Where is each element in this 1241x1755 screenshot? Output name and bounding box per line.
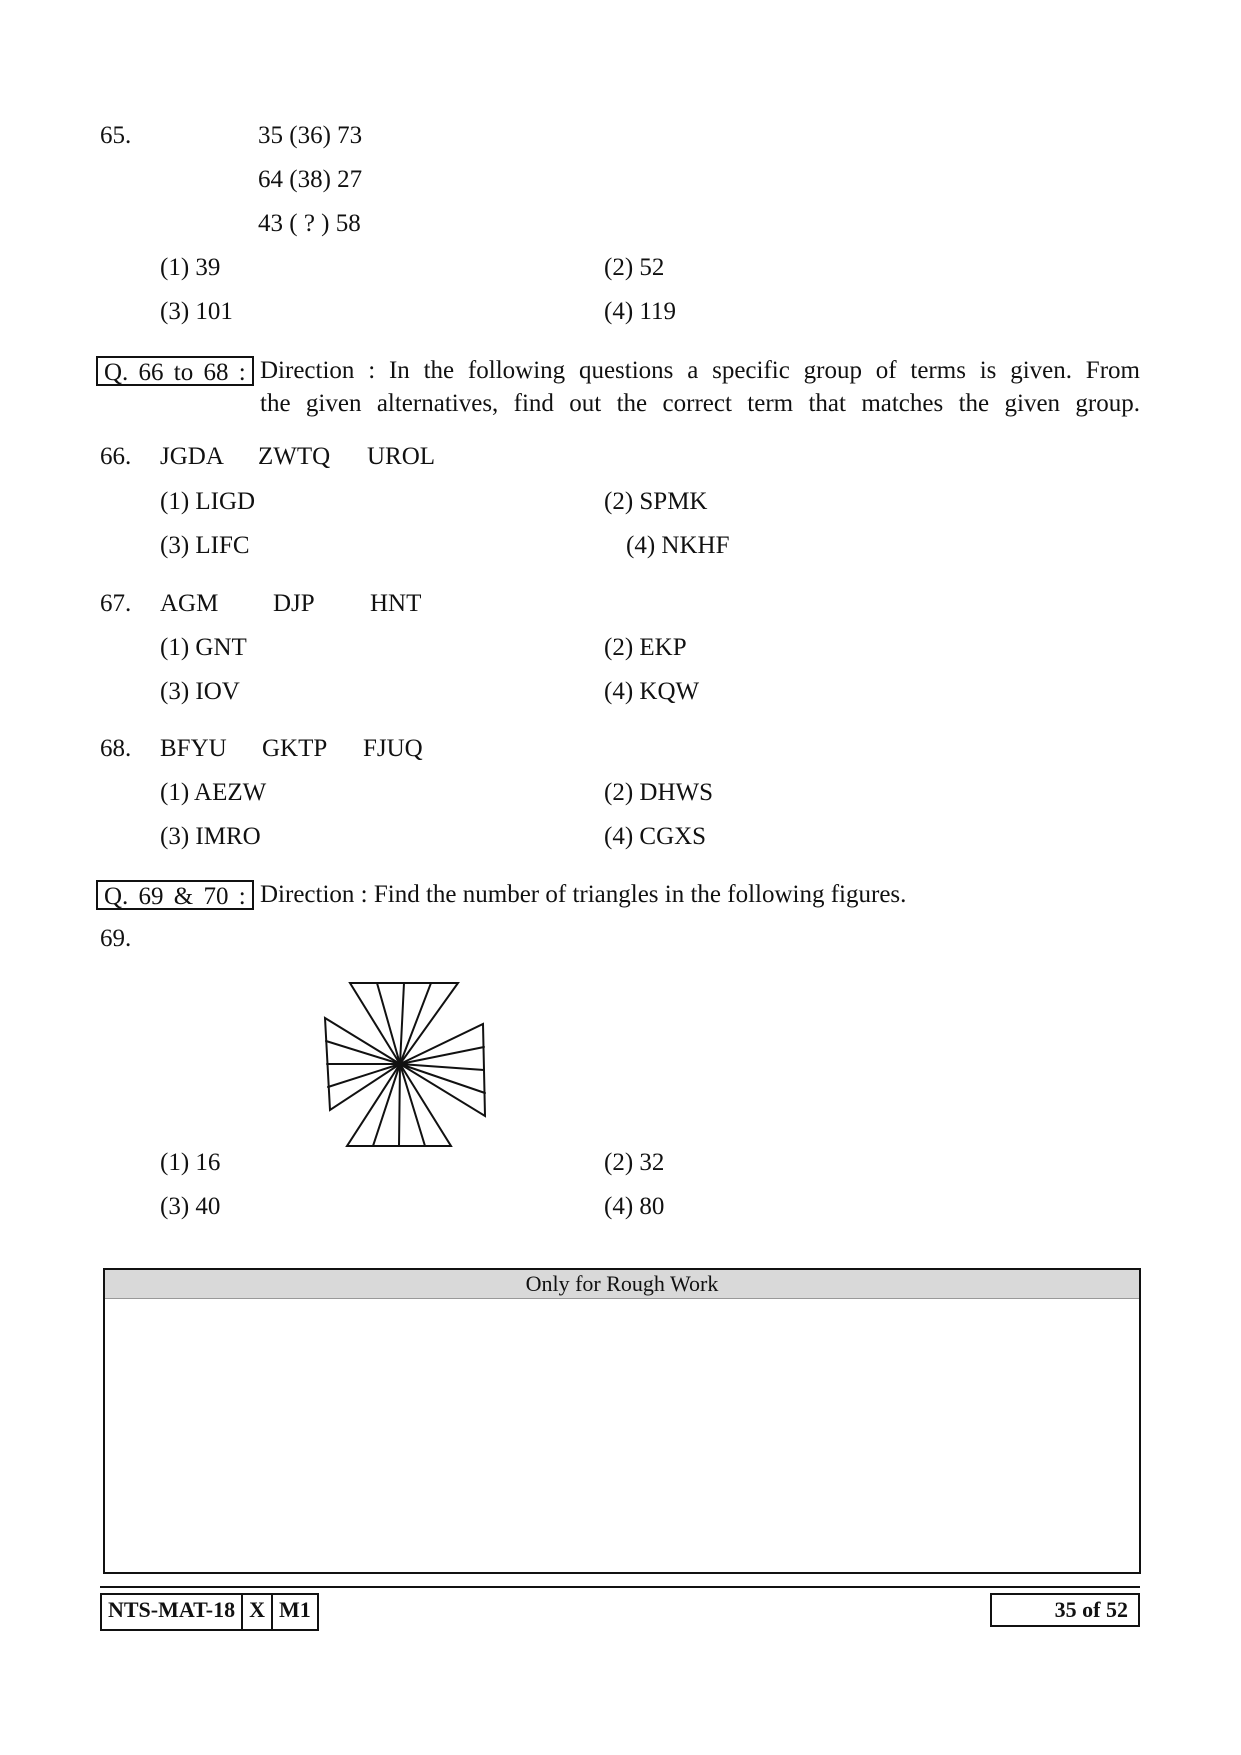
q65-row-2: 64 (38) 27 (258, 166, 363, 193)
q66-option-2: (2) SPMK (604, 488, 708, 515)
q66-option-1: (1) LIGD (160, 488, 256, 515)
q67-term-3: HNT (370, 590, 422, 617)
paper-version: M1 (279, 1597, 311, 1622)
q69-option-3: (3) 40 (160, 1193, 221, 1220)
q66-option-3: (3) LIFC (160, 532, 250, 559)
paper-code: NTS-MAT-18 (102, 1595, 243, 1629)
q67-option-1: (1) GNT (160, 634, 247, 661)
direction-line-1: Direction : In the following questions a specific group of terms is given. From (260, 357, 1140, 384)
q65-option-3: (3) 101 (160, 298, 233, 325)
q67-option-3: (3) IOV (160, 678, 240, 705)
paper-code-box (100, 1593, 319, 1631)
radial-triangles-figure-icon (318, 978, 492, 1150)
q68-term-2: GKTP (262, 735, 328, 762)
direction-label-66-68: Q. 66 to 68 : (96, 356, 254, 386)
q68-option-2: (2) DHWS (604, 779, 714, 806)
rough-work-title: Only for Rough Work (105, 1270, 1139, 1299)
q68-option-3: (3) IMRO (160, 823, 261, 850)
q69-option-4: (4) 80 (604, 1193, 665, 1220)
question-65-number: 65. (100, 122, 132, 149)
q67-option-4: (4) KQW (604, 678, 700, 705)
q66-term-3: UROL (367, 443, 436, 470)
q66-term-2: ZWTQ (258, 443, 331, 470)
question-66-number: 66. (100, 443, 132, 470)
paper-class: X (243, 1595, 273, 1629)
q65-option-4: (4) 119 (604, 298, 676, 325)
q68-option-1: (1) AEZW (160, 779, 267, 806)
q68-term-1: BFYU (160, 735, 227, 762)
direction-text-66-68 (260, 354, 1140, 420)
q68-option-4: (4) CGXS (604, 823, 707, 850)
q67-term-1: AGM (160, 590, 219, 617)
direction-label-69-70: Q. 69 & 70 : (96, 880, 254, 910)
q66-option-4: (4) NKHF (626, 532, 730, 559)
q68-term-3: FJUQ (363, 735, 423, 762)
q69-option-2: (2) 32 (604, 1149, 665, 1176)
q65-row-3: 43 ( ? ) 58 (258, 210, 361, 237)
q65-option-1: (1) 39 (160, 254, 221, 281)
q65-row-1: 35 (36) 73 (258, 122, 363, 149)
question-68-number: 68. (100, 735, 132, 762)
q69-option-1: (1) 16 (160, 1149, 221, 1176)
footer-divider (100, 1586, 1140, 1588)
q66-term-1: JGDA (160, 443, 224, 470)
q67-option-2: (2) EKP (604, 634, 687, 661)
direction-text-69-70: Direction : Find the number of triangles in the following figures. (260, 881, 907, 908)
direction-line-2: the given alternatives, find out the correct term that matches the given group. (260, 390, 1140, 417)
page-number: 35 of 52 (990, 1593, 1140, 1627)
question-67-number: 67. (100, 590, 132, 617)
q67-term-2: DJP (273, 590, 315, 617)
rough-work-box (103, 1268, 1141, 1574)
question-69-number: 69. (100, 925, 132, 952)
q65-option-2: (2) 52 (604, 254, 665, 281)
